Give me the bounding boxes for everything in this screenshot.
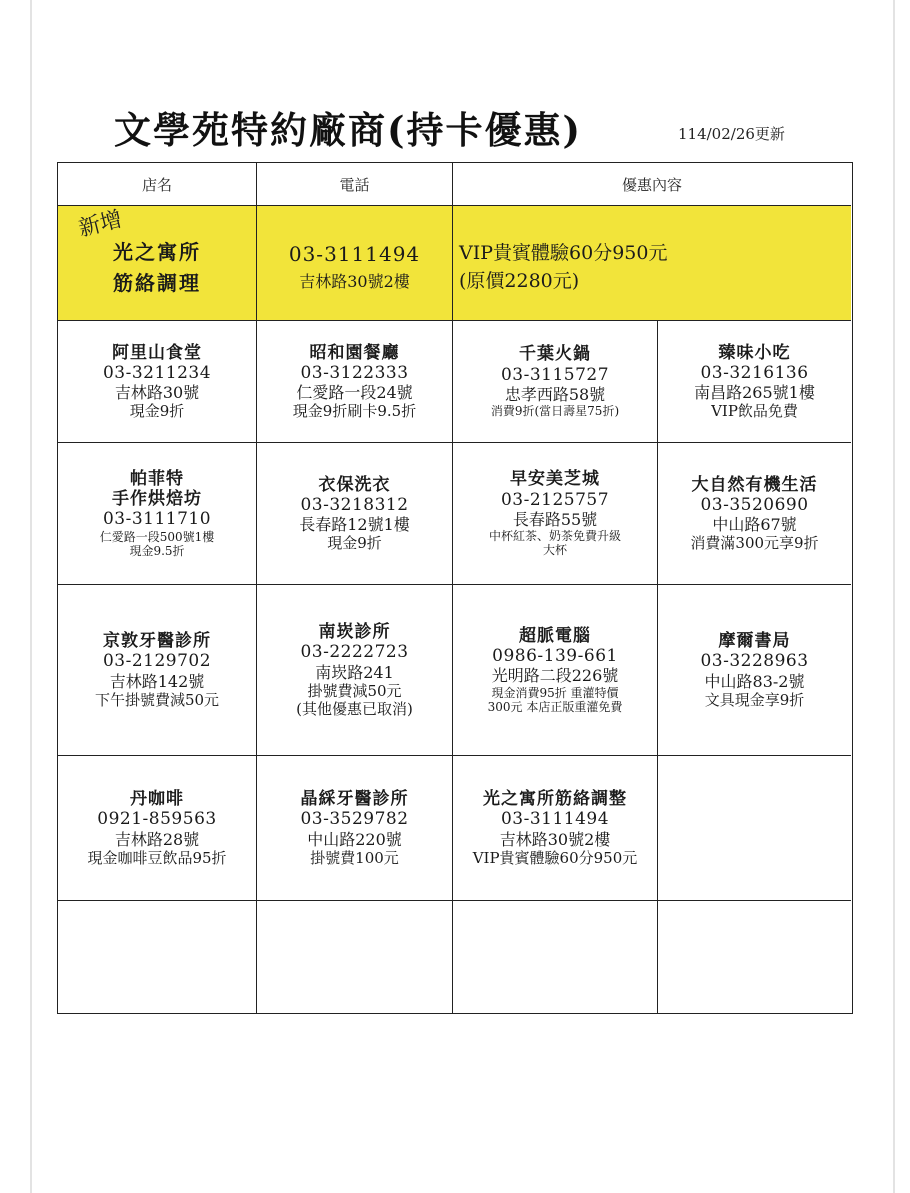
vendor-name: 晶綵牙醫診所: [300, 789, 409, 810]
vendor-name: 京敦牙醫診所: [103, 631, 211, 652]
vendor-address: 仁愛路一段24號: [296, 383, 413, 403]
vendor-cell-empty: [658, 756, 851, 901]
vendor-phone: 03-2222723: [300, 642, 409, 663]
vendor-address: 長春路55號: [512, 509, 598, 529]
vendor-cell: [453, 321, 658, 443]
vendor-offer: 大杯: [542, 543, 567, 558]
vendor-cell-empty: [257, 901, 453, 1013]
vendor-address: 中山路220號: [307, 829, 402, 849]
vendor-address: 吉林路30號2樓: [499, 829, 611, 849]
vendor-address: 吉林路28號: [114, 829, 200, 849]
vendor-name: 南崁診所: [318, 622, 391, 643]
vendor-cell: [58, 443, 257, 585]
vendor-address: 忠孝西路58號: [504, 385, 606, 405]
vendor-phone: 03-3520690: [700, 494, 809, 515]
vendor-name: 阿里山食堂: [112, 342, 202, 363]
vendor-offer: VIP貴賓體驗60分950元: [472, 848, 638, 867]
vendor-address: 中山路83-2號: [704, 671, 805, 691]
vendor-cell: [58, 321, 257, 443]
vendor-phone: 0921-859563: [97, 809, 217, 830]
vendor-cell: [58, 756, 257, 901]
vendor-name: 手作烘焙坊: [112, 488, 202, 509]
vendor-offer: 現金9折刷卡9.5折: [292, 402, 417, 421]
vendor-cell: [658, 585, 851, 756]
vendor-phone: 03-3216136: [700, 362, 809, 383]
featured-offer-line: (原價2280元): [459, 270, 580, 292]
vendor-phone: 03-3529782: [300, 809, 409, 830]
vendor-phone: 03-3122333: [300, 362, 409, 383]
vendor-cell: [453, 756, 658, 901]
vendor-phone: 03-3111710: [102, 509, 212, 530]
vendor-offer: 下午掛號費減50元: [94, 690, 220, 709]
vendor-offer: 中杯紅茶、奶茶免費升級: [488, 529, 621, 544]
vendor-offer: 現金咖啡豆飲品95折: [87, 848, 227, 867]
vendor-offer: 掛號費100元: [310, 848, 399, 867]
featured-address: 吉林路30號2樓: [299, 272, 410, 292]
update-date: 114/02/26更新: [678, 125, 785, 143]
vendor-address: 中山路67號: [712, 515, 797, 535]
vendor-phone: 03-2129702: [102, 651, 212, 672]
vendor-phone: 03-3211234: [102, 362, 212, 383]
vendor-address: 光明路二段226號: [491, 666, 619, 686]
vendor-offer: 現金9折: [327, 534, 382, 553]
scan-edge-left: [30, 0, 32, 1193]
vendor-offer: VIP飲品免費: [711, 402, 798, 421]
vendor-name: 大自然有機生活: [691, 474, 818, 495]
featured-phone: 03-3111494: [288, 242, 421, 267]
vendor-name: 衣保洗衣: [318, 474, 391, 495]
vendor-cell-empty: [453, 901, 658, 1013]
vendor-phone: 0986-139-661: [492, 646, 618, 667]
vendor-cell-empty: [658, 901, 851, 1013]
new-badge: 新增: [76, 206, 125, 242]
vendor-offer: 文具現金享9折: [704, 690, 805, 709]
vendor-cell-empty: [58, 901, 257, 1013]
vendor-offer: (其他優惠已取消): [296, 699, 413, 718]
vendor-address: 南崁路241: [315, 662, 394, 682]
featured-name-line: 筋絡調理: [113, 271, 201, 295]
featured-name-line: 光之寓所: [113, 240, 201, 264]
vendor-phone: 03-3115727: [500, 364, 610, 385]
vendor-cell: [453, 585, 658, 756]
vendor-cell: [658, 321, 851, 443]
vendor-name: 帕菲特: [130, 468, 184, 489]
vendor-table: [57, 162, 853, 1014]
vendor-offer: 掛號費減50元: [307, 681, 402, 700]
header-offer: 優惠內容: [453, 163, 851, 206]
vendor-name: 早安美芝城: [510, 469, 600, 490]
vendor-name: 臻味小吃: [718, 342, 791, 363]
vendor-address: 吉林路142號: [109, 671, 205, 691]
vendor-cell: [257, 756, 453, 901]
vendor-offer: 消費滿300元享9折: [690, 534, 819, 553]
vendor-address: 仁愛路一段500號1樓: [99, 529, 215, 544]
vendor-name: 丹咖啡: [130, 789, 184, 810]
vendor-name: 昭和園餐廳: [309, 342, 400, 363]
vendor-cell: [257, 443, 453, 585]
vendor-address: 南昌路265號1樓: [694, 383, 815, 403]
vendor-cell: [453, 443, 658, 585]
vendor-address: 吉林路30號: [114, 383, 200, 403]
vendor-phone: 03-3228963: [700, 651, 809, 672]
vendor-offer: 消費9折(當日壽星75折): [490, 404, 620, 419]
vendor-phone: 03-2125757: [500, 489, 610, 510]
vendor-address: 長春路12號1樓: [299, 515, 410, 535]
vendor-phone: 03-3218312: [300, 494, 409, 515]
vendor-offer: 現金9折: [129, 402, 185, 421]
vendor-offer: 現金9.5折: [129, 544, 185, 559]
vendor-phone: 03-3111494: [500, 809, 610, 830]
vendor-offer: 300元 本店正版重灌免費: [487, 699, 623, 714]
vendor-name: 光之寓所筋絡調整: [483, 789, 627, 810]
vendor-name: 千葉火鍋: [519, 344, 591, 365]
page-title: 文學苑特約廠商(持卡優惠): [114, 108, 583, 152]
vendor-cell: [658, 443, 851, 585]
vendor-cell: [257, 585, 453, 756]
vendor-offer: 現金消費95折 重灌特價: [491, 685, 619, 700]
featured-phone-cell: [257, 206, 453, 321]
header-store-name: 店名: [58, 163, 257, 206]
featured-offer-line: VIP貴賓體驗60分950元: [459, 241, 668, 264]
scan-edge-right: [893, 0, 895, 1193]
vendor-name: 摩爾書局: [718, 631, 791, 652]
vendor-cell: [58, 585, 257, 756]
vendor-name: 超脈電腦: [519, 625, 591, 646]
vendor-cell: [257, 321, 453, 443]
featured-offer-cell: [453, 206, 851, 321]
header-phone: 電話: [257, 163, 453, 206]
